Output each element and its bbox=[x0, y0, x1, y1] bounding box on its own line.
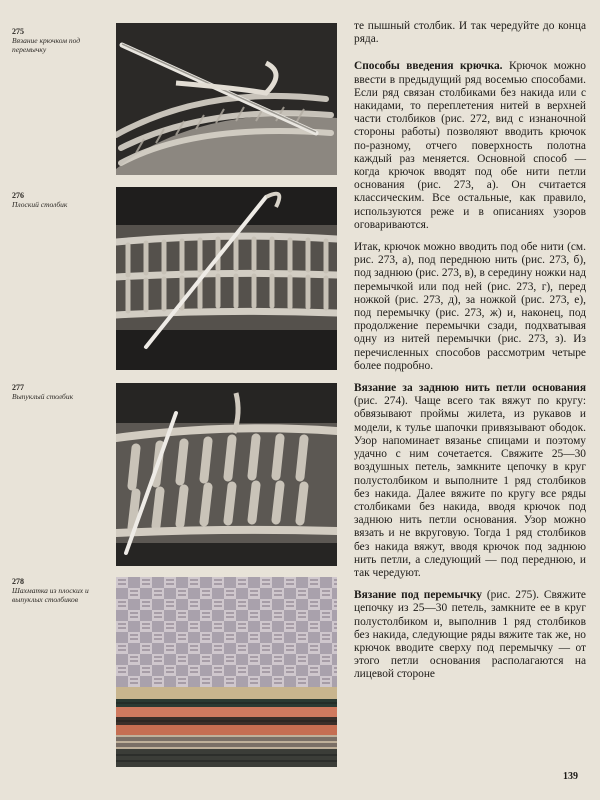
figure-number: 276 bbox=[12, 191, 24, 200]
paragraph-methods: Итак, крючок можно вводить под обе нити (см. рис. 273, а), под переднюю нить (рис. 273, б), под заднюю (рис. 273, в), в середину ножки над перемычкой или под ней (рис. 273, г), перед ножкой (рис. 273, д), за ножкой (рис. 273, е), под перемычку (рис. 273, ж) и, наконец, под продолжение перемычки сзади, подхватывая одну из нитей перемычки (рис. 273, з). Из перечисленных способов рассмотрим четыре более подробно. bbox=[354, 241, 586, 372]
figure-277-caption bbox=[12, 383, 116, 401]
section-heading: Способы введения крючка. bbox=[354, 60, 503, 73]
section-back-loop bbox=[354, 382, 586, 580]
figure-278-caption bbox=[12, 577, 116, 604]
figure-caption-text: Вязание крючком под перемычку bbox=[12, 36, 81, 54]
figure-275-photo bbox=[116, 23, 337, 175]
figure-caption-text: Плоский столбик bbox=[12, 200, 68, 209]
section-body: (рис. 274). Чаще всего так вяжут по кругу: обвязывают проймы жилета, из рукавов и модели, к тулье шапочки привязывают ободок. Узор напоминает вязанье спицами и поэтому удачно с ним сочетается. Свяжите 25—30 воздушных петель, замкните цепочку в круг полустолбиком и выполните 1 ряд столбиков без накида. Далее вяжите по кругу все ряды столбиками без накида, вводя крючок под заднюю нить петли основания. Узор можно вязать и не вкруговую. Тогда 1 ряд столбиков без накида вяжут, вводя крючок под заднюю нить петли, а следующий — под переднюю, и так чередуют. bbox=[354, 395, 586, 579]
section-hook-insertion bbox=[354, 60, 586, 232]
figure-caption-text: Шахматка из плоских и выпуклых столбиков bbox=[12, 586, 89, 604]
page-number: 139 bbox=[563, 771, 578, 782]
figure-276-photo bbox=[116, 187, 337, 370]
figure-275-caption bbox=[12, 27, 116, 54]
figure-number: 277 bbox=[12, 383, 24, 392]
section-body: Крючок можно ввести в предыдущий ряд восемью способами. Если ряд связан столбиками без накида или с накидами, то переплетения нитей в верхней части столбиков (рис. 272, вид с изнаночной стороны работы) позволяют вводить крючок по-разному, отчего поверхность полотна каждый раз меняется. Основной способ — когда крючок вводят под обе нити петли основания (рис. 273, а). Он считается классическим. Все остальные, как правило, используются реже и в описаниях узоров оговариваются. bbox=[354, 60, 586, 231]
section-heading: Вязание за заднюю нить петли основания bbox=[354, 382, 586, 395]
body-text-column bbox=[354, 20, 586, 691]
figure-number: 275 bbox=[12, 27, 24, 36]
section-heading: Вязание под перемычку bbox=[354, 589, 482, 602]
figure-276-caption bbox=[12, 191, 116, 209]
section-under-bar bbox=[354, 589, 586, 681]
figure-caption-text: Выпуклый столбик bbox=[12, 392, 74, 401]
figure-number: 278 bbox=[12, 577, 24, 586]
figure-277-photo bbox=[116, 383, 337, 566]
figure-278-photo bbox=[116, 577, 337, 767]
paragraph-continuation: те пышный столбик. И так чередуйте до конца ряда. bbox=[354, 20, 586, 46]
section-body: (рис. 275). Свяжите цепочку из 25—30 петель, замкните ее в круг полустолбиком и, выполнив 1 ряд столбиков без накида, следующие ряды вяжите так же, но крючок вводите сверху под перемычку — от этого петли основания располагаются на лицевой стороне bbox=[354, 589, 586, 681]
